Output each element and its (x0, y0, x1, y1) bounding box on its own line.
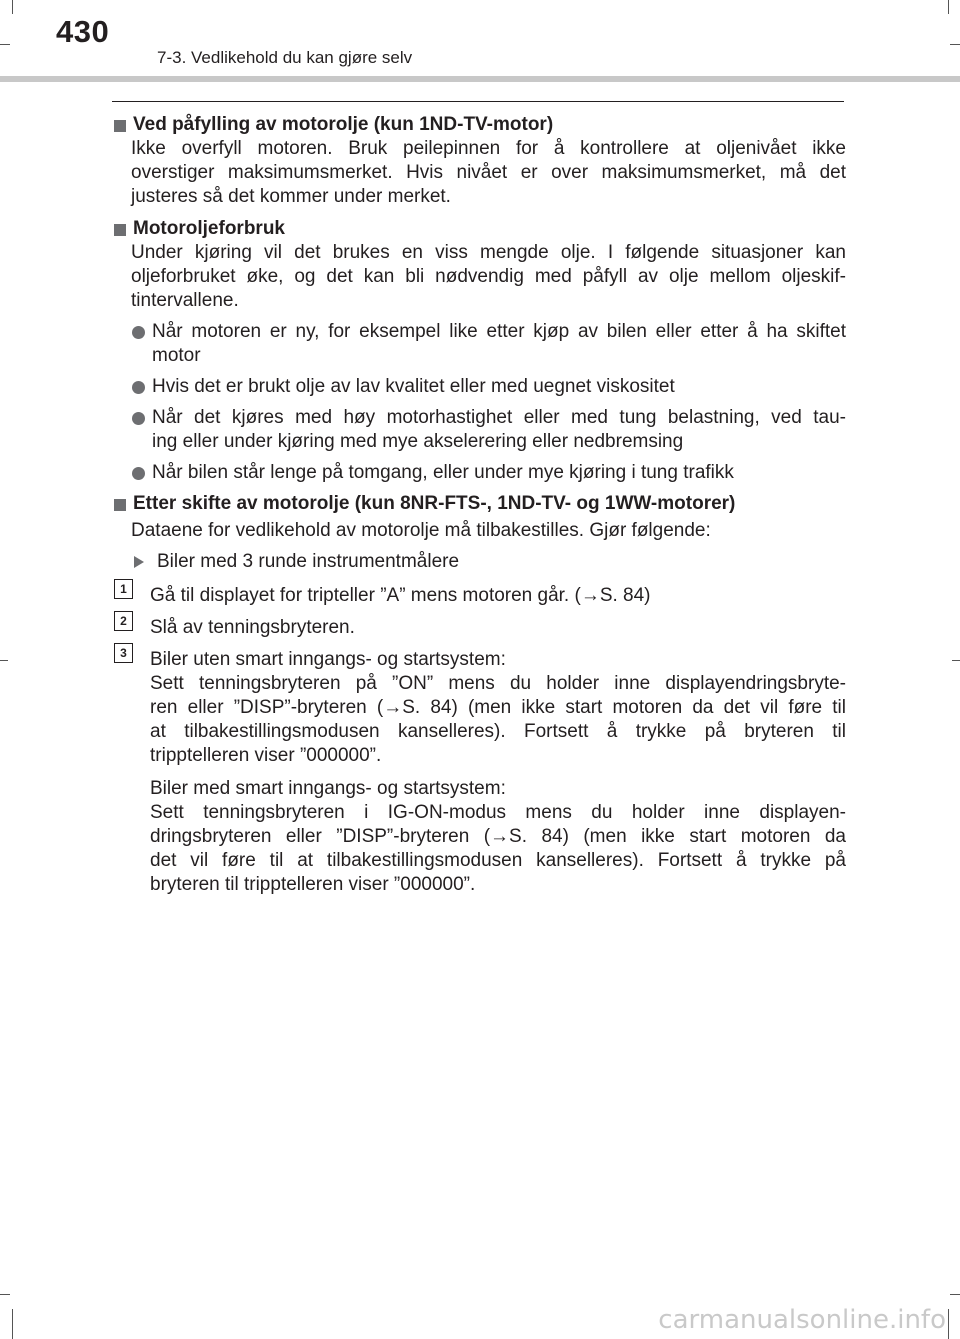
paragraph (112, 519, 846, 543)
page-number: 430 (56, 14, 110, 49)
header-band (0, 76, 960, 82)
step-item (112, 584, 846, 608)
crop-mark (12, 1309, 13, 1339)
paragraph (112, 137, 846, 209)
crop-mark (0, 660, 8, 661)
circle-bullet-icon (132, 326, 145, 339)
text-line: Når motoren er ny, for eksempel like etter kjøp av bilen eller etter å ha skiftet (152, 321, 846, 342)
crop-mark (12, 0, 13, 14)
text-line: Når bilen står lenge på tomgang, eller under mye kjøring i tung trafikk (152, 462, 734, 483)
crop-mark (950, 1294, 960, 1295)
text-line: Slå av tenningsbryteren. (150, 617, 355, 638)
text-line: Ikke overfyll motoren. Bruk peilepinnen for å kontrollere at oljenivået ikke (131, 138, 846, 159)
text-line: det vil føre til at tilbakestillingsmodusen kanselleres). Fortsett å trykke på (150, 850, 846, 871)
text-line: Biler med smart inngangs- og startsystem: (150, 778, 506, 799)
text-line: Biler med 3 runde instrumentmålere (157, 551, 460, 572)
list-item (112, 375, 846, 399)
text-line: Sett tenningsbryteren i IG-ON-modus mens du holder inne displayen- (150, 802, 846, 823)
section-heading-text: Motoroljeforbruk (133, 218, 285, 239)
step-item (112, 648, 846, 768)
step-number-badge: 3 (114, 643, 133, 663)
text-line: overstiger maksimumsmerket. Hvis nivået er over maksimumsmerket, må det (131, 162, 846, 183)
text-line: tintervallene. (131, 290, 239, 311)
text-line: Sett tenningsbryteren på ”ON” mens du holder inne displayendringsbryte- (150, 673, 846, 694)
crop-mark (952, 660, 960, 661)
square-bullet-icon (114, 120, 126, 132)
text-line: justeres så det kommer under merket. (131, 186, 451, 207)
section-heading-text: Ved påfylling av motorolje (kun 1ND-TV-motor) (133, 114, 554, 135)
text-line: dringsbryteren eller ”DISP”-bryteren (→S. 84) (men ikke start motoren da (150, 826, 846, 847)
top-rule (112, 101, 844, 102)
text-line: Biler uten smart inngangs- og startsystem: (150, 649, 506, 670)
section-title: 7-3. Vedlikehold du kan gjøre selv (157, 48, 413, 67)
crop-mark (0, 1294, 10, 1295)
square-bullet-icon (114, 224, 126, 236)
square-bullet-icon (114, 499, 126, 511)
text-line: at tilbakestillingsmodusen kanselleres). Fortsett å trykke på bryteren til (150, 721, 846, 742)
section-heading-text: Etter skifte av motorolje (kun 8NR-FTS-, 1ND-TV- og 1WW-motorer) (133, 493, 736, 514)
circle-bullet-icon (132, 467, 145, 480)
circle-bullet-icon (132, 381, 145, 394)
text-line: bryteren til tripptelleren viser ”000000”. (150, 874, 476, 895)
list-item (112, 461, 846, 485)
crop-mark (948, 1309, 949, 1339)
text-line: motor (152, 345, 201, 366)
list-item (112, 320, 846, 368)
watermark: carmanualsonline.info (658, 1305, 946, 1335)
section-heading (112, 492, 846, 516)
triangle-arrow-icon (134, 556, 144, 568)
text-line: Hvis det er brukt olje av lav kvalitet eller med uegnet viskositet (152, 376, 675, 397)
text-line: Dataene for vedlikehold av motorolje må tilbakestilles. Gjør følgende: (131, 520, 711, 541)
sub-paragraph (112, 777, 846, 897)
paragraph (112, 241, 846, 313)
text-line: Når det kjøres med høy motorhastighet eller med tung belastning, ved tau- (152, 407, 846, 428)
list-item (112, 550, 846, 574)
crop-mark (950, 44, 960, 45)
step-item (112, 616, 846, 640)
crop-mark (948, 0, 949, 14)
text-line: ren eller ”DISP”-bryteren (→S. 84) (men ikke start motoren da det vil føre til (150, 697, 846, 718)
text-line: Under kjøring vil det brukes en viss mengde olje. I følgende situasjoner kan (131, 242, 846, 263)
circle-bullet-icon (132, 412, 145, 425)
text-line: Gå til displayet for tripteller ”A” mens motoren går. (→S. 84) (150, 585, 651, 606)
step-number-badge: 1 (114, 579, 133, 599)
list-item (112, 406, 846, 454)
step-number-badge: 2 (114, 611, 133, 631)
page-content (112, 108, 846, 897)
text-line: oljeforbruket øke, og det kan bli nødvendig med påfyll av olje mellom oljeskif- (131, 266, 846, 287)
section-heading (112, 113, 846, 137)
text-line: ing eller under kjøring med mye akselerering eller nedbremsing (152, 431, 684, 452)
text-line: tripptelleren viser ”000000”. (150, 745, 382, 766)
crop-mark (0, 44, 10, 45)
section-heading (112, 217, 846, 241)
